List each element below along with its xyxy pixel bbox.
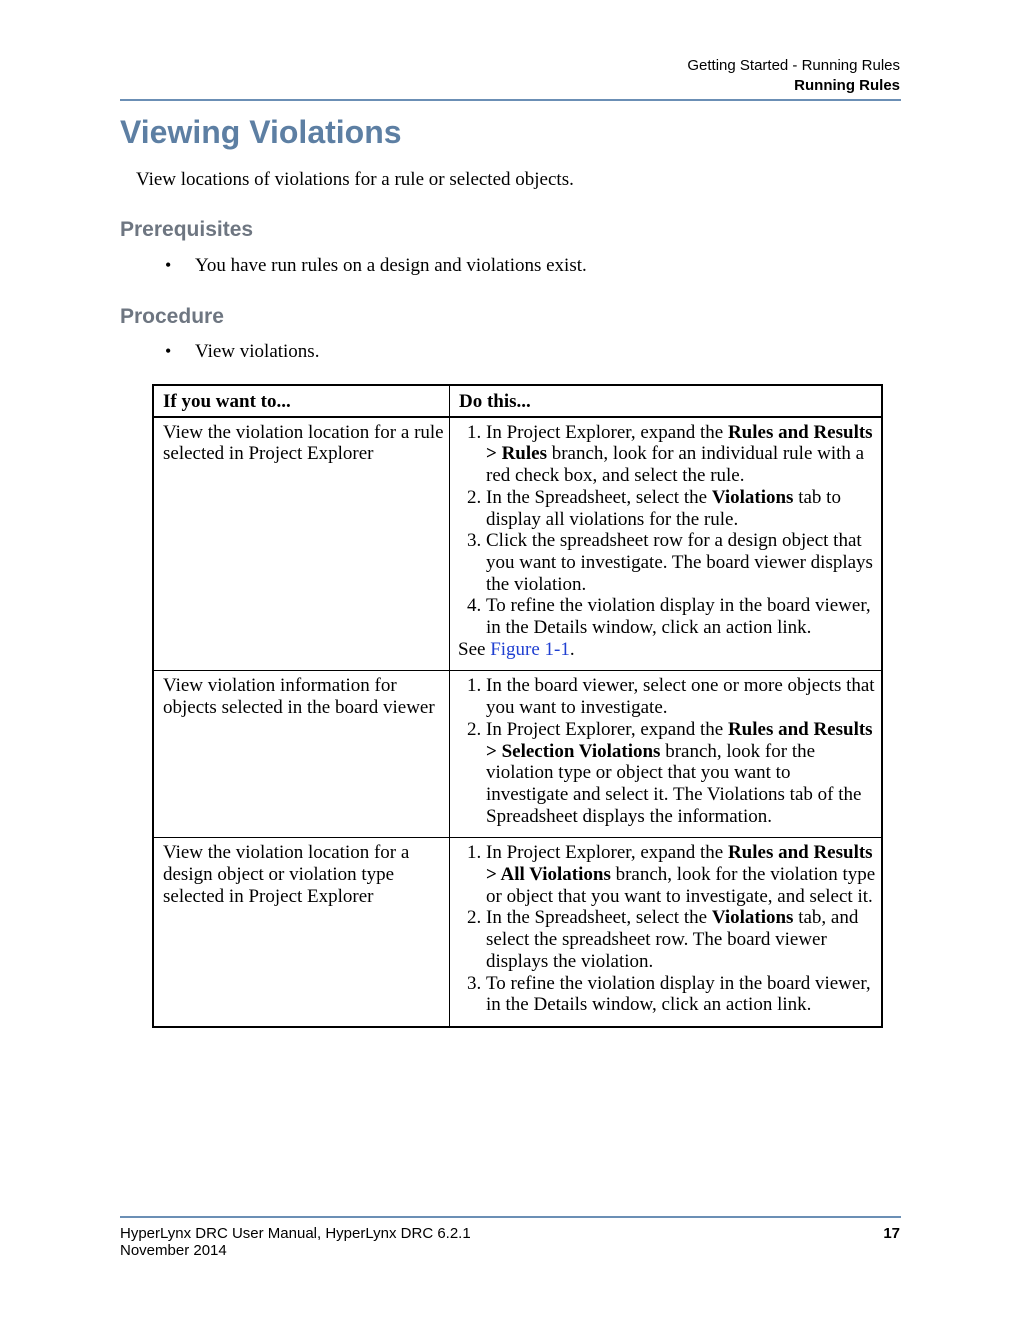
prerequisites-heading: Prerequisites	[120, 218, 254, 241]
step-text: In the Spreadsheet, select the	[486, 486, 712, 508]
table-row	[153, 838, 882, 1027]
step-text: branch, look for the violation type or object that you want to investigate and select it. The Violations tab of the Spreadsheet displays the information.	[486, 740, 862, 827]
see-suffix: .	[569, 638, 575, 660]
table-row	[153, 417, 882, 671]
steps-cell	[450, 417, 883, 671]
step-text: In Project Explorer, expand the	[486, 842, 728, 864]
step-text: tab, and select the spreadsheet row. The board viewer displays the violation.	[486, 907, 859, 972]
procedure-text: View violations.	[195, 341, 320, 362]
page-title: Viewing Violations	[120, 114, 402, 150]
bullet-icon: •	[165, 255, 172, 275]
step-text: In the board viewer, select one or more objects that you want to investigate.	[486, 675, 875, 719]
procedure-heading: Procedure	[120, 305, 224, 328]
step-text: In the Spreadsheet, select the	[486, 907, 712, 929]
step-item	[486, 842, 877, 907]
step-text: To refine the violation display in the board viewer, in the Details window, click an action link.	[486, 972, 871, 1016]
footer-date: November 2014	[120, 1242, 227, 1259]
step-item	[486, 675, 877, 718]
step-ui-term: Violations	[711, 907, 794, 929]
steps-list	[458, 675, 877, 827]
figure-link[interactable]: Figure 1-1	[490, 638, 570, 660]
step-item	[486, 487, 877, 530]
table-row	[153, 671, 882, 838]
running-header-subsection: Running Rules	[794, 77, 900, 94]
running-header-section: Getting Started - Running Rules	[687, 57, 900, 74]
step-text: In Project Explorer, expand the	[486, 718, 728, 740]
column-header-want: If you want to...	[153, 385, 450, 417]
step-text: branch, look for an individual rule with a red check box, and select the rule.	[486, 443, 865, 487]
table-header-row	[153, 385, 882, 417]
intro-paragraph: View locations of violations for a rule or selected objects.	[136, 169, 574, 190]
step-text: In Project Explorer, expand the	[486, 421, 728, 443]
step-item	[486, 595, 877, 638]
step-ui-term: Violations	[711, 486, 794, 508]
step-item	[486, 422, 877, 487]
procedure-item	[165, 341, 319, 363]
step-text: Click the spreadsheet row for a design object that you want to investigate. The board viewer displays the violation.	[486, 530, 873, 595]
step-item	[486, 907, 877, 972]
bullet-icon: •	[165, 341, 172, 361]
footer-divider	[120, 1216, 901, 1218]
step-item	[486, 719, 877, 828]
column-header-do: Do this...	[450, 385, 883, 417]
steps-list	[458, 422, 877, 639]
step-item	[486, 973, 877, 1016]
prerequisite-text: You have run rules on a design and violations exist.	[195, 255, 587, 276]
page-number: 17	[883, 1225, 900, 1242]
want-cell: View the violation location for a rule selected in Project Explorer	[153, 417, 450, 671]
footer-manual-title: HyperLynx DRC User Manual, HyperLynx DRC 6.2.1	[120, 1225, 471, 1242]
steps-cell	[450, 838, 883, 1027]
see-prefix: See	[458, 638, 491, 660]
step-text: To refine the violation display in the board viewer, in the Details window, click an action link.	[486, 595, 871, 639]
step-text: tab to display all violations for the rule.	[486, 486, 841, 530]
step-text: branch, look for the violation type or object that you want to investigate, and select it.	[486, 864, 876, 907]
step-item	[486, 530, 877, 595]
steps-cell	[450, 671, 883, 838]
want-cell: View the violation location for a design object or violation type selected in Project Explorer	[153, 838, 450, 1027]
step-ui-term: Rules and Results > Rules	[486, 421, 873, 465]
see-also	[458, 639, 877, 661]
procedure-table	[152, 384, 883, 1028]
steps-list	[458, 842, 877, 1016]
want-cell: View violation information for objects selected in the board viewer	[153, 671, 450, 838]
prerequisite-item	[165, 255, 587, 277]
step-ui-term: Rules and Results > Selection Violations	[486, 718, 873, 762]
header-divider	[120, 99, 901, 101]
step-ui-term: Rules and Results > All Violations	[486, 842, 873, 886]
